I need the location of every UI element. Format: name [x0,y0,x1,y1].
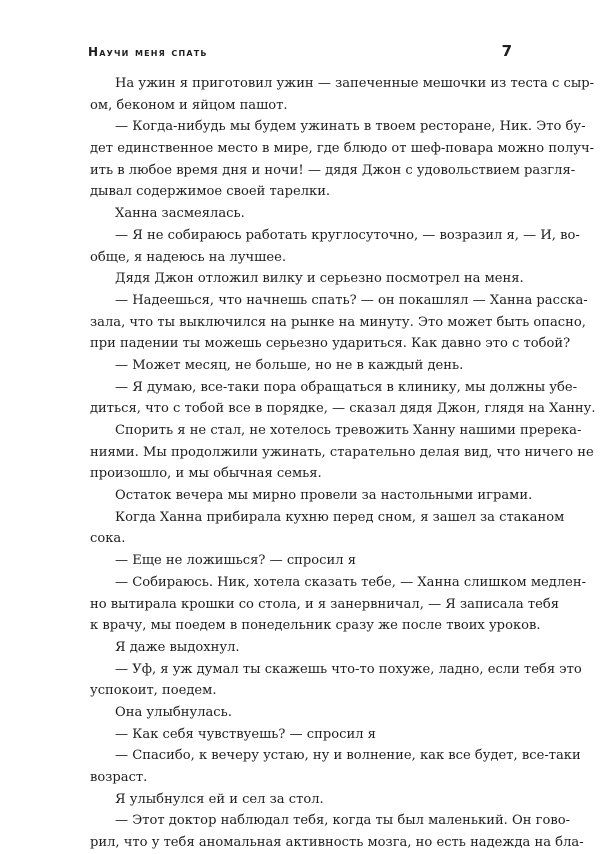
text-line: — Надеешься, что начнешь спать? — он покашлял — Ханна расска- [115,292,588,308]
text-line: Ханна засмеялась. [115,206,245,222]
text-line: возраст. [90,770,148,785]
text-line: Она улыбнулась. [115,704,232,720]
text-line: сока. [90,531,126,547]
text-line: при падении ты можешь серьезно удариться. Как давно это с тобой? [90,336,571,352]
text-line: Когда Ханна прибирала кухню перед сном, я зашел за стаканом [115,509,565,525]
text-line: Я даже выдохнул. [115,639,240,655]
text-line: — Спасибо, к вечеру устаю, ну и волнение, как все будет, все-таки [115,748,581,764]
text-line: диться, что с тобой все в порядке, — сказал дядя Джон, глядя на Ханну. [90,401,596,417]
text-line: но вытирала крошки со стола, и я занервничал, — Я записала тебя [90,596,559,612]
text-line: рил, что у тебя аномальная активность мозга, но есть надежда на бла- [90,835,584,851]
text-line: — Собираюсь. Ник, хотела сказать тебе, — Ханна слишком медлен- [115,574,587,590]
text-line: зала, что ты выключился на рынке на минуту. Это может быть опасно, [90,314,586,330]
text-line: успокоит, поедем. [90,683,217,699]
text-line: — Еще не ложишься? — спросил я [115,553,356,569]
text-line: к врачу, мы поедем в понедельник сразу же после твоих уроков. [90,618,541,634]
text-line: Я улыбнулся ей и сел за стол. [115,791,324,807]
running-title: Научи меня спать [88,45,208,59]
text-line: ом, беконом и яйцом пашот. [90,97,288,113]
text-line: Остаток вечера мы мирно провели за настольными играми. [115,488,533,504]
text-line: — Я не собираюсь работать круглосуточно, — возразил я, — И, во- [115,227,580,243]
text-line: — Как себя чувствуешь? — спросил я [115,726,376,742]
text-line: ить в любое время дня и ночи! — дядя Джон с удовольствием разгля- [90,162,576,178]
text-line: произошло, и мы обычная семья. [90,466,322,482]
text-line: На ужин я приготовил ужин — запеченные мешочки из теста с сыр- [115,76,595,91]
text-line: — Уф, я уж думал ты скажешь что-то похуже, ладно, если тебя это [115,661,582,677]
text-line: — Этот доктор наблюдал тебя, когда ты был маленький. Он гово- [115,813,571,829]
body-text [90,73,596,854]
text-line: дет единственное место в мире, где блюдо от шеф-повара можно получ- [90,141,595,157]
text-line: Спорить я не стал, не хотелось тревожить Ханну нашими пререка- [115,423,582,438]
page-number: 7 [501,42,512,60]
text-line: — Я думаю, все-таки пора обращаться в клинику, мы должны убе- [115,379,578,395]
text-line: Дядя Джон отложил вилку и серьезно посмотрел на меня. [115,271,524,287]
text-line: дывал содержимое своей тарелки. [90,184,331,200]
text-line: — Может месяц, не больше, но не в каждый день. [115,357,464,373]
text-line: обще, я надеюсь на лучшее. [90,249,287,265]
text-line: — Когда-нибудь мы будем ужинать в твоем ресторане, Ник. Это бу- [115,119,586,135]
text-line: ниями. Мы продолжили ужинать, старательно делая вид, что ничего не [90,444,594,460]
